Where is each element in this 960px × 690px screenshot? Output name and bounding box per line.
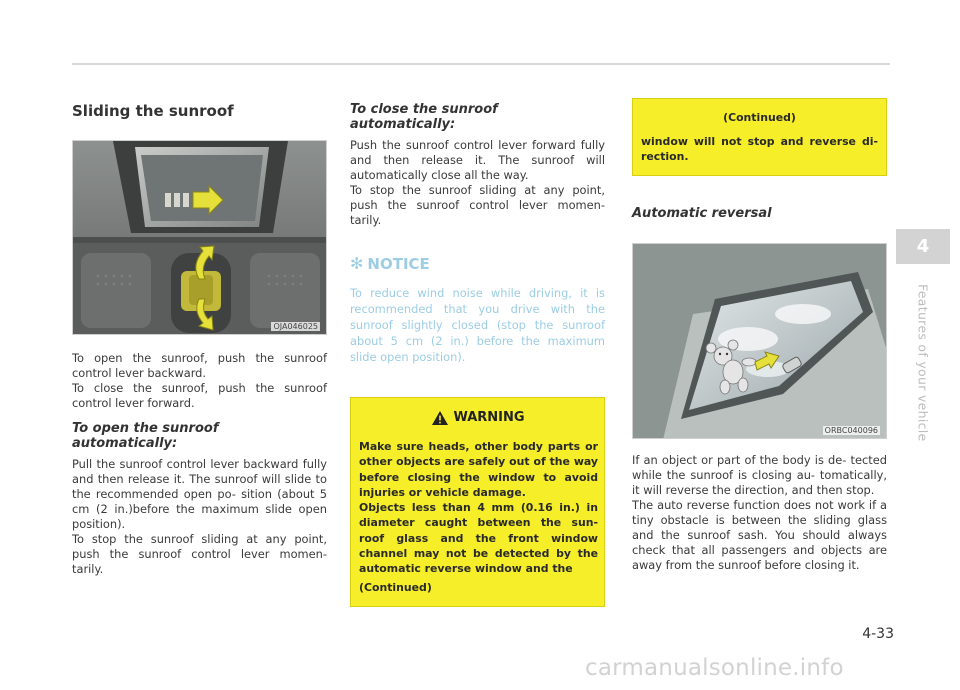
subtitle-open-auto: To open the sunroof automatically:: [72, 421, 219, 451]
notice-text: To reduce wind noise while driving, it is recommended that you drive with the sunroof slightly closed (stop the sunroof about 5 cm (2 in.) before the maximum slide open position).: [350, 286, 605, 364]
paragraph: To open the sunroof, push the sunroof control lever backward.: [72, 351, 327, 380]
sunroof-lever-figure: [72, 140, 327, 335]
auto-reversal-figure: [632, 243, 887, 439]
watermark: carmanualsonline.info: [585, 655, 844, 681]
auto-reversal-illustration: [633, 244, 887, 439]
column-1: [72, 90, 327, 577]
warning-text: Objects less than 4 mm (0.16 in.) in diameter caught between the sun- roof glass and the front window channel may not be detected by the automatic reverse window and the: [359, 501, 598, 576]
sunroof-lever-illustration: [73, 141, 327, 335]
paragraph: To stop the sunroof sliding at any point, push the sunroof control lever momen- tarily.: [350, 183, 605, 227]
paragraph: Pull the sunroof control lever backward fully and then release it. The sunroof will slide to the recommended open po- sition (about 5 cm (2 in.)before the maximum slide open position).: [72, 457, 327, 531]
header-rule: [72, 63, 890, 65]
paragraph: To close the sunroof, push the sunroof control lever forward.: [72, 381, 327, 410]
paragraph: To stop the sunroof sliding at any point, push the sunroof control lever momen- tarily.: [72, 532, 327, 576]
page-number: 4-33: [862, 626, 894, 642]
subtitle-auto-reversal: Automatic reversal: [632, 205, 772, 221]
paragraph: Push the sunroof control lever forward fully and then release it. The sunroof will automatically close all the way.: [350, 138, 605, 182]
figure-code: ORBC040096: [824, 425, 878, 435]
continued-label: (Continued): [359, 580, 432, 594]
continued-label: (Continued): [723, 111, 796, 124]
column-3: [632, 90, 887, 573]
warning-text: window will not stop and reverse di- rection.: [641, 135, 878, 164]
notice-heading: [350, 254, 605, 273]
warning-heading: [359, 410, 598, 425]
subtitle-close-auto: To close the sunroof automatically:: [350, 102, 498, 132]
warning-continued-box: [632, 98, 887, 176]
paragraph: If an object or part of the body is de- tected while the sunroof is closing au- tomatically, it will reverse the direction, and then stop.: [632, 452, 887, 497]
paragraph: The auto reverse function does not work if a tiny obstacle is between the sliding glass and the sunroof sash. You should always check that all passengers and objects are away from the sunroof before closing it.: [632, 497, 887, 572]
asterisk-icon: ✻: [350, 254, 364, 273]
warning-triangle-icon: [432, 411, 448, 425]
chapter-number: 4: [916, 236, 930, 257]
column-2: [350, 90, 605, 607]
section-title: Sliding the sunroof: [72, 102, 234, 120]
chapter-label: Features of your vehicle: [915, 284, 931, 442]
notice-title: NOTICE: [367, 254, 430, 273]
figure-code: OJA046025: [273, 322, 318, 331]
warning-text: Make sure heads, other body parts or other objects are safely out of the way before closing the window to avoid injuries or vehicle damage.: [359, 440, 598, 499]
warning-box: [350, 397, 605, 607]
warning-title: WARNING: [453, 410, 525, 425]
